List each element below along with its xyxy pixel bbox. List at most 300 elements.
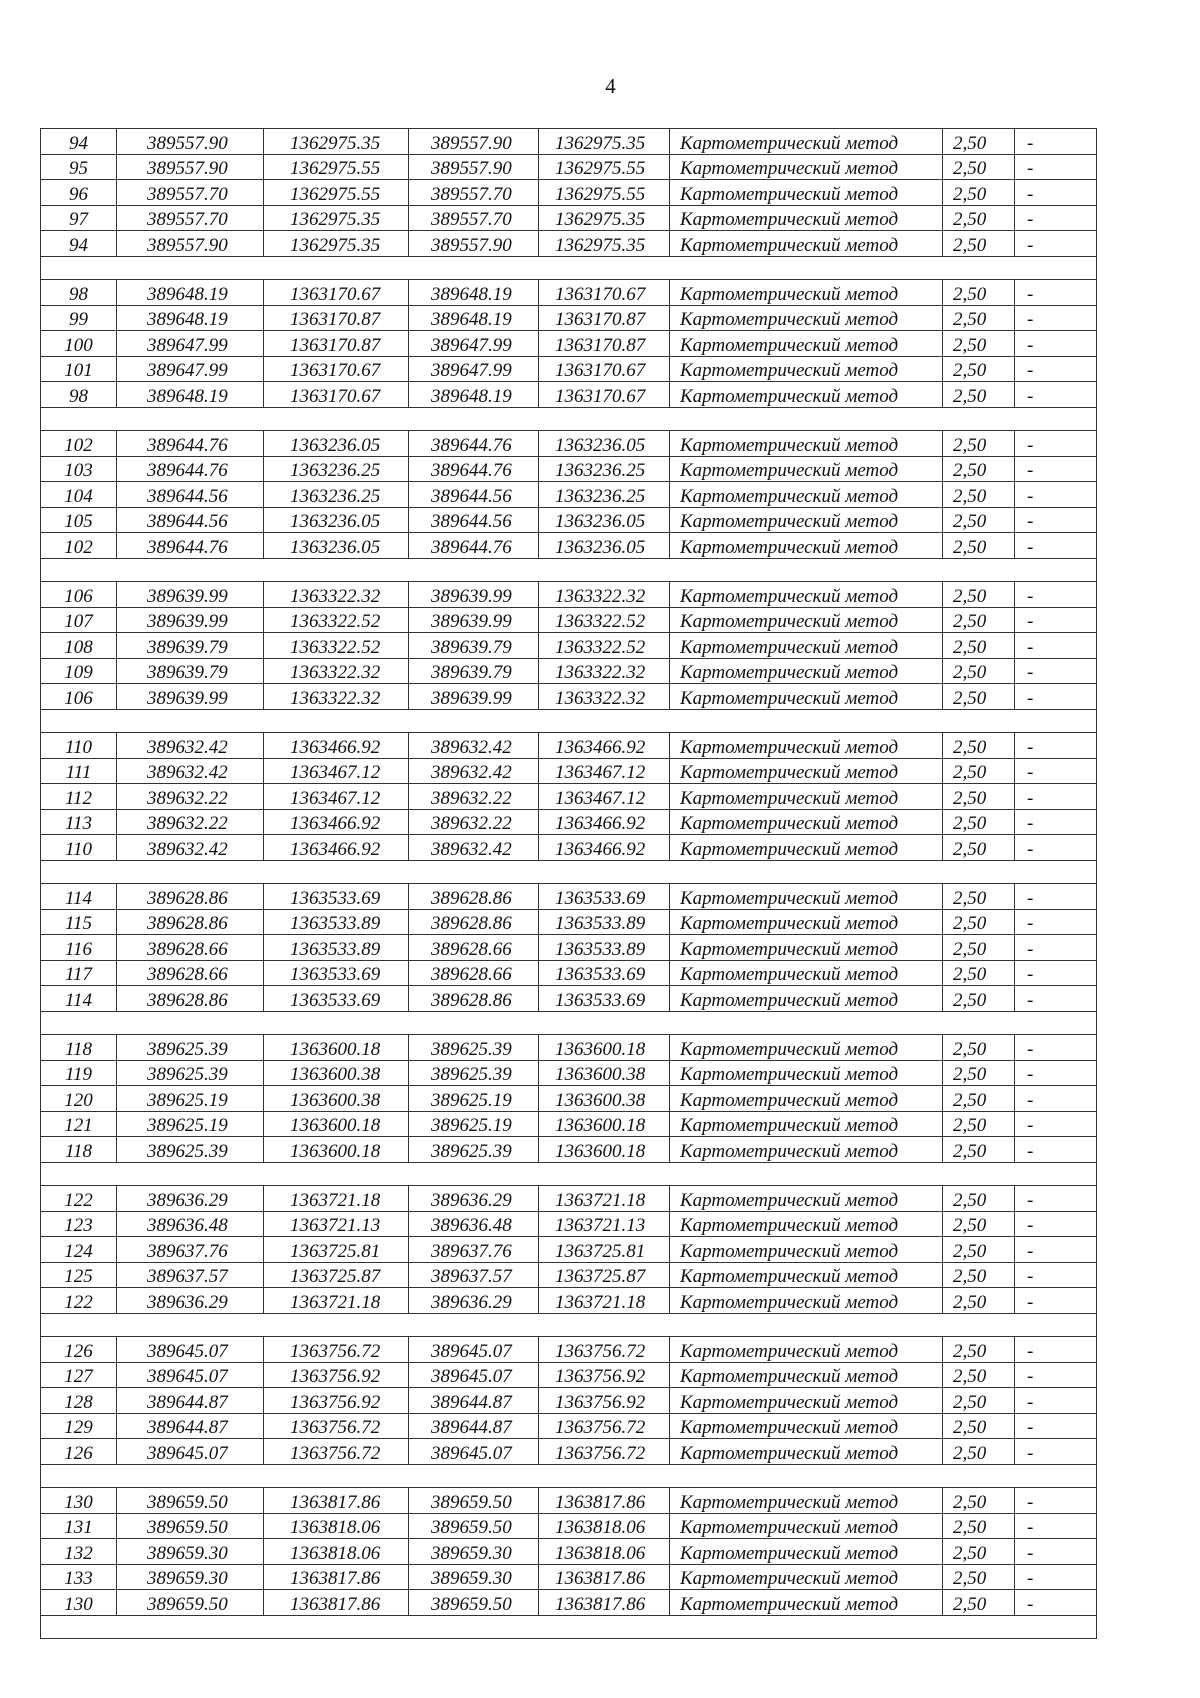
note-cell: - — [1015, 784, 1097, 810]
y-old-cell: 1363600.18 — [264, 1137, 409, 1163]
y-old-cell: 1362975.35 — [264, 129, 409, 155]
method-cell: Картометрический метод — [670, 1362, 943, 1388]
table-row — [41, 1186, 1097, 1212]
point-number-cell: 130 — [41, 1488, 117, 1514]
x-new-cell: 389639.99 — [409, 684, 539, 710]
page-number: 4 — [605, 74, 616, 98]
x-old-cell: 389625.39 — [117, 1060, 264, 1086]
x-old-cell: 389644.76 — [117, 431, 264, 457]
table-row — [41, 1262, 1097, 1288]
method-cell: Картометрический метод — [670, 986, 943, 1012]
table-row — [41, 154, 1097, 180]
y-new-cell: 1363236.05 — [539, 431, 670, 457]
table-row — [41, 582, 1097, 608]
note-cell: - — [1015, 633, 1097, 659]
method-cell: Картометрический метод — [670, 1439, 943, 1465]
point-number-cell: 97 — [41, 205, 117, 231]
accuracy-cell: 2,50 — [943, 1337, 1015, 1363]
accuracy-cell: 2,50 — [943, 356, 1015, 382]
y-old-cell: 1363756.72 — [264, 1413, 409, 1439]
note-cell: - — [1015, 382, 1097, 408]
method-cell: Картометрический метод — [670, 154, 943, 180]
x-new-cell: 389659.30 — [409, 1539, 539, 1565]
y-old-cell: 1363721.13 — [264, 1211, 409, 1237]
accuracy-cell: 2,50 — [943, 684, 1015, 710]
note-cell: - — [1015, 1186, 1097, 1212]
y-old-cell: 1362975.55 — [264, 180, 409, 206]
x-old-cell: 389637.57 — [117, 1262, 264, 1288]
note-cell: - — [1015, 154, 1097, 180]
x-new-cell: 389644.87 — [409, 1388, 539, 1414]
table-row — [41, 1539, 1097, 1565]
note-cell: - — [1015, 456, 1097, 482]
table-row — [41, 1060, 1097, 1086]
separator-cell — [41, 1011, 1097, 1035]
y-new-cell: 1363236.05 — [539, 533, 670, 559]
method-cell: Картометрический метод — [670, 1413, 943, 1439]
point-number-cell: 107 — [41, 607, 117, 633]
method-cell: Картометрический метод — [670, 809, 943, 835]
x-new-cell: 389659.30 — [409, 1564, 539, 1590]
note-cell: - — [1015, 809, 1097, 835]
x-old-cell: 389644.87 — [117, 1388, 264, 1414]
y-new-cell: 1363170.87 — [539, 331, 670, 357]
y-old-cell: 1363533.69 — [264, 986, 409, 1012]
x-old-cell: 389557.90 — [117, 129, 264, 155]
accuracy-cell: 2,50 — [943, 1513, 1015, 1539]
note-cell: - — [1015, 280, 1097, 306]
point-number-cell: 103 — [41, 456, 117, 482]
y-old-cell: 1363600.18 — [264, 1111, 409, 1137]
y-old-cell: 1363817.86 — [264, 1488, 409, 1514]
accuracy-cell: 2,50 — [943, 205, 1015, 231]
method-cell: Картометрический метод — [670, 733, 943, 759]
point-number-cell: 132 — [41, 1539, 117, 1565]
separator-cell — [41, 1615, 1097, 1639]
x-old-cell: 389637.76 — [117, 1237, 264, 1263]
x-old-cell: 389628.66 — [117, 960, 264, 986]
point-number-cell: 122 — [41, 1288, 117, 1314]
accuracy-cell: 2,50 — [943, 1590, 1015, 1616]
y-new-cell: 1363756.72 — [539, 1439, 670, 1465]
y-new-cell: 1363533.89 — [539, 909, 670, 935]
separator-row — [41, 1011, 1097, 1035]
y-old-cell: 1363170.67 — [264, 382, 409, 408]
y-old-cell: 1363817.86 — [264, 1590, 409, 1616]
note-cell: - — [1015, 935, 1097, 961]
accuracy-cell: 2,50 — [943, 382, 1015, 408]
method-cell: Картометрический метод — [670, 231, 943, 257]
method-cell: Картометрический метод — [670, 1337, 943, 1363]
method-cell: Картометрический метод — [670, 280, 943, 306]
y-old-cell: 1363721.18 — [264, 1288, 409, 1314]
separator-row — [41, 1162, 1097, 1186]
y-new-cell: 1363600.18 — [539, 1111, 670, 1137]
accuracy-cell: 2,50 — [943, 1362, 1015, 1388]
table-row — [41, 1237, 1097, 1263]
x-old-cell: 389648.19 — [117, 382, 264, 408]
table-row — [41, 835, 1097, 861]
note-cell: - — [1015, 1337, 1097, 1363]
y-new-cell: 1363600.38 — [539, 1086, 670, 1112]
y-old-cell: 1363818.06 — [264, 1539, 409, 1565]
accuracy-cell: 2,50 — [943, 733, 1015, 759]
y-new-cell: 1363721.18 — [539, 1288, 670, 1314]
accuracy-cell: 2,50 — [943, 1237, 1015, 1263]
x-new-cell: 389557.90 — [409, 231, 539, 257]
x-old-cell: 389647.99 — [117, 331, 264, 357]
note-cell: - — [1015, 582, 1097, 608]
point-number-cell: 102 — [41, 431, 117, 457]
note-cell: - — [1015, 1288, 1097, 1314]
x-old-cell: 389628.86 — [117, 884, 264, 910]
table-row — [41, 607, 1097, 633]
x-old-cell: 389648.19 — [117, 305, 264, 331]
y-new-cell: 1363466.92 — [539, 733, 670, 759]
x-new-cell: 389632.42 — [409, 758, 539, 784]
table-row — [41, 1288, 1097, 1314]
method-cell: Картометрический метод — [670, 205, 943, 231]
y-new-cell: 1363756.92 — [539, 1362, 670, 1388]
note-cell: - — [1015, 1413, 1097, 1439]
point-number-cell: 118 — [41, 1035, 117, 1061]
note-cell: - — [1015, 1564, 1097, 1590]
x-old-cell: 389632.22 — [117, 809, 264, 835]
x-old-cell: 389659.30 — [117, 1539, 264, 1565]
x-old-cell: 389636.29 — [117, 1186, 264, 1212]
accuracy-cell: 2,50 — [943, 1211, 1015, 1237]
accuracy-cell: 2,50 — [943, 884, 1015, 910]
point-number-cell: 99 — [41, 305, 117, 331]
method-cell: Картометрический метод — [670, 180, 943, 206]
x-old-cell: 389644.56 — [117, 482, 264, 508]
x-old-cell: 389644.56 — [117, 507, 264, 533]
x-new-cell: 389628.86 — [409, 909, 539, 935]
x-new-cell: 389632.22 — [409, 784, 539, 810]
x-old-cell: 389557.90 — [117, 154, 264, 180]
accuracy-cell: 2,50 — [943, 1564, 1015, 1590]
x-old-cell: 389625.39 — [117, 1137, 264, 1163]
point-number-cell: 116 — [41, 935, 117, 961]
method-cell: Картометрический метод — [670, 884, 943, 910]
note-cell: - — [1015, 960, 1097, 986]
point-number-cell: 126 — [41, 1439, 117, 1465]
y-old-cell: 1363170.67 — [264, 280, 409, 306]
accuracy-cell: 2,50 — [943, 935, 1015, 961]
method-cell: Картометрический метод — [670, 1513, 943, 1539]
y-new-cell: 1363721.13 — [539, 1211, 670, 1237]
accuracy-cell: 2,50 — [943, 1111, 1015, 1137]
note-cell: - — [1015, 231, 1097, 257]
y-old-cell: 1363533.69 — [264, 960, 409, 986]
table-row — [41, 1111, 1097, 1137]
method-cell: Картометрический метод — [670, 758, 943, 784]
point-number-cell: 98 — [41, 382, 117, 408]
y-new-cell: 1363817.86 — [539, 1564, 670, 1590]
accuracy-cell: 2,50 — [943, 533, 1015, 559]
method-cell: Картометрический метод — [670, 784, 943, 810]
x-old-cell: 389632.42 — [117, 835, 264, 861]
x-old-cell: 389557.90 — [117, 231, 264, 257]
method-cell: Картометрический метод — [670, 835, 943, 861]
accuracy-cell: 2,50 — [943, 1262, 1015, 1288]
method-cell: Картометрический метод — [670, 1262, 943, 1288]
note-cell: - — [1015, 835, 1097, 861]
point-number-cell: 128 — [41, 1388, 117, 1414]
separator-cell — [41, 407, 1097, 431]
x-new-cell: 389659.50 — [409, 1513, 539, 1539]
point-number-cell: 96 — [41, 180, 117, 206]
method-cell: Картометрический метод — [670, 482, 943, 508]
x-old-cell: 389557.70 — [117, 180, 264, 206]
x-new-cell: 389557.70 — [409, 180, 539, 206]
point-number-cell: 124 — [41, 1237, 117, 1263]
accuracy-cell: 2,50 — [943, 280, 1015, 306]
x-new-cell: 389625.39 — [409, 1137, 539, 1163]
point-number-cell: 94 — [41, 129, 117, 155]
table-row — [41, 331, 1097, 357]
table-row — [41, 960, 1097, 986]
note-cell: - — [1015, 305, 1097, 331]
note-cell: - — [1015, 129, 1097, 155]
note-cell: - — [1015, 1211, 1097, 1237]
method-cell: Картометрический метод — [670, 582, 943, 608]
x-new-cell: 389557.90 — [409, 129, 539, 155]
point-number-cell: 95 — [41, 154, 117, 180]
y-old-cell: 1363725.87 — [264, 1262, 409, 1288]
separator-row — [41, 1615, 1097, 1639]
x-new-cell: 389639.79 — [409, 658, 539, 684]
x-new-cell: 389645.07 — [409, 1362, 539, 1388]
accuracy-cell: 2,50 — [943, 129, 1015, 155]
y-old-cell: 1363467.12 — [264, 758, 409, 784]
y-new-cell: 1363756.72 — [539, 1413, 670, 1439]
table-row — [41, 633, 1097, 659]
separator-cell — [41, 1313, 1097, 1337]
point-number-cell: 98 — [41, 280, 117, 306]
accuracy-cell: 2,50 — [943, 1388, 1015, 1414]
method-cell: Картометрический метод — [670, 1060, 943, 1086]
note-cell: - — [1015, 1137, 1097, 1163]
separator-cell — [41, 256, 1097, 280]
point-number-cell: 110 — [41, 835, 117, 861]
x-old-cell: 389632.42 — [117, 733, 264, 759]
x-new-cell: 389659.50 — [409, 1488, 539, 1514]
y-old-cell: 1363818.06 — [264, 1513, 409, 1539]
y-new-cell: 1363533.69 — [539, 884, 670, 910]
x-new-cell: 389644.87 — [409, 1413, 539, 1439]
y-old-cell: 1363600.38 — [264, 1086, 409, 1112]
table-row — [41, 1439, 1097, 1465]
point-number-cell: 101 — [41, 356, 117, 382]
method-cell: Картометрический метод — [670, 431, 943, 457]
table-row — [41, 180, 1097, 206]
table-row — [41, 1211, 1097, 1237]
separator-row — [41, 1313, 1097, 1337]
y-old-cell: 1363725.81 — [264, 1237, 409, 1263]
x-old-cell: 389659.50 — [117, 1513, 264, 1539]
y-old-cell: 1363756.92 — [264, 1388, 409, 1414]
x-new-cell: 389625.39 — [409, 1060, 539, 1086]
point-number-cell: 114 — [41, 986, 117, 1012]
x-old-cell: 389639.79 — [117, 658, 264, 684]
y-old-cell: 1363817.86 — [264, 1564, 409, 1590]
method-cell: Картометрический метод — [670, 305, 943, 331]
y-new-cell: 1363533.69 — [539, 986, 670, 1012]
point-number-cell: 120 — [41, 1086, 117, 1112]
point-number-cell: 122 — [41, 1186, 117, 1212]
x-old-cell: 389645.07 — [117, 1362, 264, 1388]
point-number-cell: 115 — [41, 909, 117, 935]
note-cell: - — [1015, 758, 1097, 784]
table-row — [41, 784, 1097, 810]
accuracy-cell: 2,50 — [943, 909, 1015, 935]
accuracy-cell: 2,50 — [943, 658, 1015, 684]
method-cell: Картометрический метод — [670, 1035, 943, 1061]
note-cell: - — [1015, 507, 1097, 533]
point-number-cell: 100 — [41, 331, 117, 357]
point-number-cell: 131 — [41, 1513, 117, 1539]
table-row — [41, 356, 1097, 382]
note-cell: - — [1015, 180, 1097, 206]
x-new-cell: 389625.19 — [409, 1111, 539, 1137]
method-cell: Картометрический метод — [670, 607, 943, 633]
y-old-cell: 1363466.92 — [264, 835, 409, 861]
accuracy-cell: 2,50 — [943, 1086, 1015, 1112]
accuracy-cell: 2,50 — [943, 507, 1015, 533]
x-old-cell: 389625.39 — [117, 1035, 264, 1061]
x-new-cell: 389628.66 — [409, 935, 539, 961]
y-new-cell: 1363600.18 — [539, 1035, 670, 1061]
y-new-cell: 1363756.72 — [539, 1337, 670, 1363]
method-cell: Картометрический метод — [670, 909, 943, 935]
point-number-cell: 133 — [41, 1564, 117, 1590]
table-row — [41, 533, 1097, 559]
point-number-cell: 106 — [41, 582, 117, 608]
table-row — [41, 1362, 1097, 1388]
accuracy-cell: 2,50 — [943, 1413, 1015, 1439]
x-old-cell: 389645.07 — [117, 1439, 264, 1465]
table-row — [41, 1086, 1097, 1112]
y-old-cell: 1363466.92 — [264, 733, 409, 759]
x-old-cell: 389625.19 — [117, 1086, 264, 1112]
accuracy-cell: 2,50 — [943, 758, 1015, 784]
table-row — [41, 1488, 1097, 1514]
point-number-cell: 119 — [41, 1060, 117, 1086]
method-cell: Картометрический метод — [670, 1111, 943, 1137]
accuracy-cell: 2,50 — [943, 809, 1015, 835]
note-cell: - — [1015, 482, 1097, 508]
point-number-cell: 105 — [41, 507, 117, 533]
accuracy-cell: 2,50 — [943, 582, 1015, 608]
note-cell: - — [1015, 733, 1097, 759]
separator-row — [41, 256, 1097, 280]
x-new-cell: 389644.56 — [409, 482, 539, 508]
point-number-cell: 117 — [41, 960, 117, 986]
y-new-cell: 1363170.87 — [539, 305, 670, 331]
x-new-cell: 389645.07 — [409, 1439, 539, 1465]
separator-cell — [41, 860, 1097, 884]
y-old-cell: 1362975.35 — [264, 231, 409, 257]
table-row — [41, 231, 1097, 257]
x-old-cell: 389645.07 — [117, 1337, 264, 1363]
method-cell: Картометрический метод — [670, 935, 943, 961]
x-new-cell: 389632.42 — [409, 733, 539, 759]
point-number-cell: 108 — [41, 633, 117, 659]
separator-cell — [41, 1162, 1097, 1186]
point-number-cell: 109 — [41, 658, 117, 684]
y-new-cell: 1363466.92 — [539, 835, 670, 861]
y-old-cell: 1363600.18 — [264, 1035, 409, 1061]
method-cell: Картометрический метод — [670, 129, 943, 155]
y-old-cell: 1363236.25 — [264, 456, 409, 482]
accuracy-cell: 2,50 — [943, 633, 1015, 659]
separator-cell — [41, 1464, 1097, 1488]
y-new-cell: 1362975.35 — [539, 231, 670, 257]
method-cell: Картометрический метод — [670, 1488, 943, 1514]
table-row — [41, 482, 1097, 508]
note-cell: - — [1015, 205, 1097, 231]
note-cell: - — [1015, 986, 1097, 1012]
y-old-cell: 1362975.55 — [264, 154, 409, 180]
note-cell: - — [1015, 533, 1097, 559]
note-cell: - — [1015, 1262, 1097, 1288]
y-new-cell: 1363170.67 — [539, 356, 670, 382]
accuracy-cell: 2,50 — [943, 1137, 1015, 1163]
point-number-cell: 130 — [41, 1590, 117, 1616]
table-row — [41, 758, 1097, 784]
accuracy-cell: 2,50 — [943, 1488, 1015, 1514]
method-cell: Картометрический метод — [670, 658, 943, 684]
y-new-cell: 1363322.32 — [539, 684, 670, 710]
accuracy-cell: 2,50 — [943, 456, 1015, 482]
table-row — [41, 1137, 1097, 1163]
x-new-cell: 389648.19 — [409, 305, 539, 331]
x-new-cell: 389625.19 — [409, 1086, 539, 1112]
separator-row — [41, 1464, 1097, 1488]
table-row — [41, 809, 1097, 835]
x-new-cell: 389645.07 — [409, 1337, 539, 1363]
y-new-cell: 1363236.05 — [539, 507, 670, 533]
y-new-cell: 1363817.86 — [539, 1488, 670, 1514]
point-number-cell: 113 — [41, 809, 117, 835]
x-old-cell: 389644.76 — [117, 533, 264, 559]
x-new-cell: 389628.86 — [409, 884, 539, 910]
y-new-cell: 1363170.67 — [539, 280, 670, 306]
coordinates-table — [40, 128, 1097, 1639]
accuracy-cell: 2,50 — [943, 154, 1015, 180]
accuracy-cell: 2,50 — [943, 431, 1015, 457]
y-old-cell: 1363236.25 — [264, 482, 409, 508]
y-new-cell: 1363600.38 — [539, 1060, 670, 1086]
y-new-cell: 1363467.12 — [539, 784, 670, 810]
y-old-cell: 1363236.05 — [264, 431, 409, 457]
point-number-cell: 114 — [41, 884, 117, 910]
note-cell: - — [1015, 1388, 1097, 1414]
x-new-cell: 389636.29 — [409, 1186, 539, 1212]
method-cell: Картометрический метод — [670, 456, 943, 482]
y-new-cell: 1363600.18 — [539, 1137, 670, 1163]
x-old-cell: 389639.79 — [117, 633, 264, 659]
point-number-cell: 94 — [41, 231, 117, 257]
x-old-cell: 389639.99 — [117, 684, 264, 710]
note-cell: - — [1015, 1590, 1097, 1616]
x-old-cell: 389636.29 — [117, 1288, 264, 1314]
x-new-cell: 389557.70 — [409, 205, 539, 231]
y-new-cell: 1363236.25 — [539, 456, 670, 482]
note-cell: - — [1015, 1539, 1097, 1565]
x-new-cell: 389637.76 — [409, 1237, 539, 1263]
